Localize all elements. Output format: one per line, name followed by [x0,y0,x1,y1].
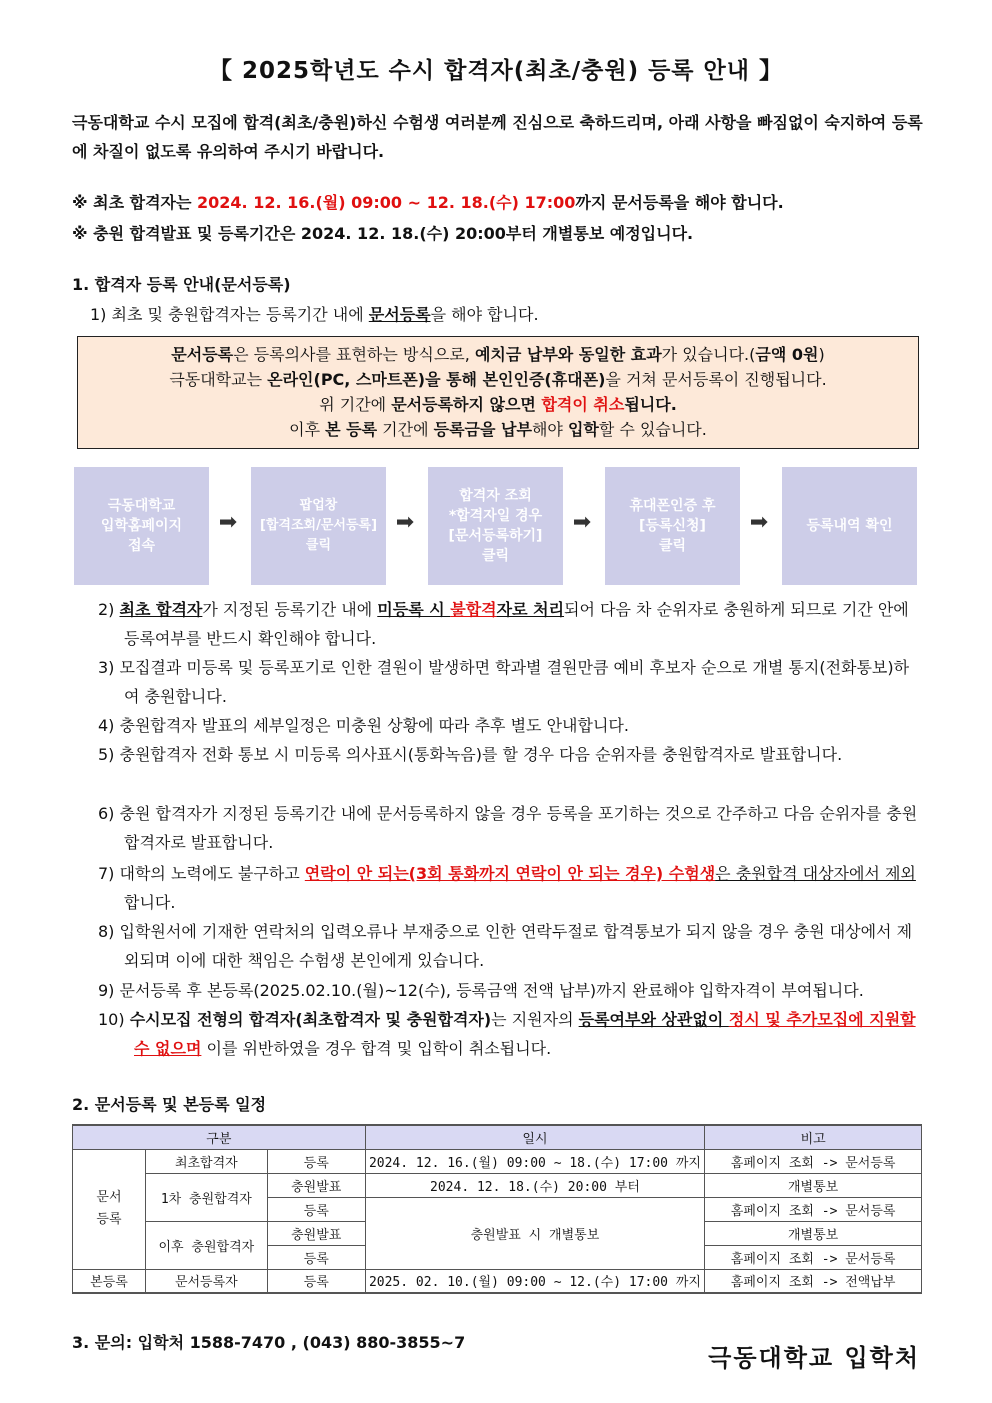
intro-paragraph: 극동대학교 수시 모집에 합격(최초/충원)하신 수험생 여러분께 진심으로 축하드리며, 아래 사항을 빠짐없이 숙지하여 등록에 차질이 없도록 유의하여 주시기 바랍니다. [72,113,923,161]
section1-item10: 10) 수시모집 전형의 합격자(최초합격자 및 충원합격자)는 지원자의 등록여부와 상관없이 정시 및 추가모집에 지원할 수 없으며 이를 위반하였을 경우 합격 및 입학이 취소됩니다. [98,1010,916,1058]
box-line-1: 문서등록은 등록의사를 표현하는 방식으로, 예치금 납부와 동일한 효과가 있습니다.(금액 0원) [171,345,825,364]
type-cell: 등록 [267,1197,365,1221]
arrow-right-icon: ➡ [749,510,769,535]
table-header-datetime: 일시 [365,1125,705,1149]
arrow-right-icon: ➡ [395,510,415,535]
remark-cell: 개별통보 [705,1221,922,1245]
section1-item2: 2) 최초 합격자가 지정된 등록기간 내에 미등록 시 불합격자로 처리되어 다음 차 순위자로 충원하게 되므로 기간 안에 등록여부를 반드시 확인해야 합니다. [98,600,909,648]
first-pass-cell: 최초합격자 [145,1149,267,1173]
section1-item4: 4) 충원합격자 발표의 세부일정은 미충원 상황에 따라 추후 별도 안내합니다. [98,716,629,735]
remark-cell: 홈페이지 조회 -> 문서등록 [705,1245,922,1269]
remark-cell: 홈페이지 조회 -> 문서등록 [705,1149,922,1173]
flow-step-popup-click: 팝업창 [합격조회/문서등록] 클릭 [251,467,386,585]
table-header-category: 구분 [73,1125,366,1149]
datetime-cell: 2024. 12. 16.(월) 09:00 ~ 18.(수) 17:00 까지 [365,1149,705,1173]
contact-info: 3. 문의: 입학처 1588-7470 , (043) 880-3855~7 [72,1333,466,1352]
section1-item1: 1) 최초 및 충원합격자는 등록기간 내에 문서등록을 해야 합니다. [90,305,539,324]
box-line-4: 이후 본 등록 기간에 등록금을 납부해야 입학할 수 있습니다. [289,420,707,439]
arrow-right-icon: ➡ [218,510,238,535]
section1-item8: 8) 입학원서에 기재한 연락처의 입력오류나 부재중으로 인한 연락두절로 합격통보가 되지 않을 경우 충원 대상에서 제외되며 이에 대한 책임은 수험생 본인에게 있습니다. [98,922,913,970]
table-header-remarks: 비고 [705,1125,922,1149]
first-pass-notice: ※ 최초 합격자는 2024. 12. 16.(월) 09:00 ~ 12. 18.(수) 17:00까지 문서등록을 해야 합니다. [72,193,784,212]
flow-step-phone-verify: 휴대폰인증 후 [등록신청] 클릭 [605,467,740,585]
flow-step-access-homepage: 극동대학교 입학홈페이지 접속 [74,467,209,585]
type-cell: 충원발표 [267,1173,365,1197]
section1-heading: 1. 합격자 등록 안내(문서등록) [72,275,291,294]
page-title: 【 2025학년도 수시 합격자(최초/충원) 등록 안내 】 [209,58,783,84]
box-line-2: 극동대학교는 온라인(PC, 스마트폰)을 통해 본인인증(휴대폰)을 거쳐 문서등록이 진행됩니다. [169,370,827,389]
remark-cell: 홈페이지 조회 -> 전액납부 [705,1269,922,1293]
section1-item5: 5) 충원합격자 전화 통보 시 미등록 의사표시(통화녹음)를 할 경우 다음 순위자를 충원합격자로 발표합니다. [98,745,843,764]
schedule-table [72,1124,922,1294]
section2-heading: 2. 문서등록 및 본등록 일정 [72,1095,267,1114]
arrow-right-icon: ➡ [572,510,592,535]
round1-cell: 1차 충원합격자 [145,1173,267,1221]
datetime-cell: 2024. 12. 18.(수) 20:00 부터 [365,1173,705,1197]
box-line-3: 위 기간에 문서등록하지 않으면 합격이 취소됩니다. [319,395,677,414]
datetime-cell: 2025. 02. 10.(월) 09:00 ~ 12.(수) 17:00 까지 [365,1269,705,1293]
type-cell: 등록 [267,1269,365,1293]
later-round-cell: 이후 충원합격자 [145,1221,267,1269]
issuer-signature: 극동대학교 입학처 [708,1344,920,1372]
doc-registrant-cell: 문서등록자 [145,1269,267,1293]
doc-registration-cell: 문서 등록 [73,1149,146,1269]
remark-cell: 홈페이지 조회 -> 문서등록 [705,1197,922,1221]
datetime-cell: 충원발표 시 개별통보 [365,1197,705,1269]
section1-item9: 9) 문서등록 후 본등록(2025.02.10.(월)~12(수), 등록금액 전액 납부)까지 완료해야 입학자격이 부여됩니다. [98,981,864,1000]
section1-item7: 7) 대학의 노력에도 불구하고 연락이 안 되는(3회 통화까지 연락이 안 되는 경우) 수험생은 충원합격 대상자에서 제외합니다. [98,864,916,912]
document-registration-info-box [77,336,919,449]
additional-pass-notice: ※ 충원 합격발표 및 등록기간은 2024. 12. 18.(수) 20:00부터 개별통보 예정입니다. [72,224,694,243]
section1-item3: 3) 모집결과 미등록 및 등록포기로 인한 결원이 발생하면 학과별 결원만큼 예비 후보자 순으로 개별 통지(전화통보)하여 충원합니다. [98,658,910,706]
section1-item6: 6) 충원 합격자가 지정된 등록기간 내에 문서등록하지 않을 경우 등록을 포기하는 것으로 간주하고 다음 순위자를 충원합격자로 발표합니다. [98,804,918,852]
main-registration-cell: 본등록 [73,1269,146,1293]
type-cell: 충원발표 [267,1221,365,1245]
flow-step-check-history: 등록내역 확인 [782,467,917,585]
type-cell: 등록 [267,1245,365,1269]
flow-step-result-lookup: 합격자 조회 *합격자일 경우 [문서등록하기] 클릭 [428,467,563,585]
remark-cell: 개별통보 [705,1173,922,1197]
type-cell: 등록 [267,1149,365,1173]
